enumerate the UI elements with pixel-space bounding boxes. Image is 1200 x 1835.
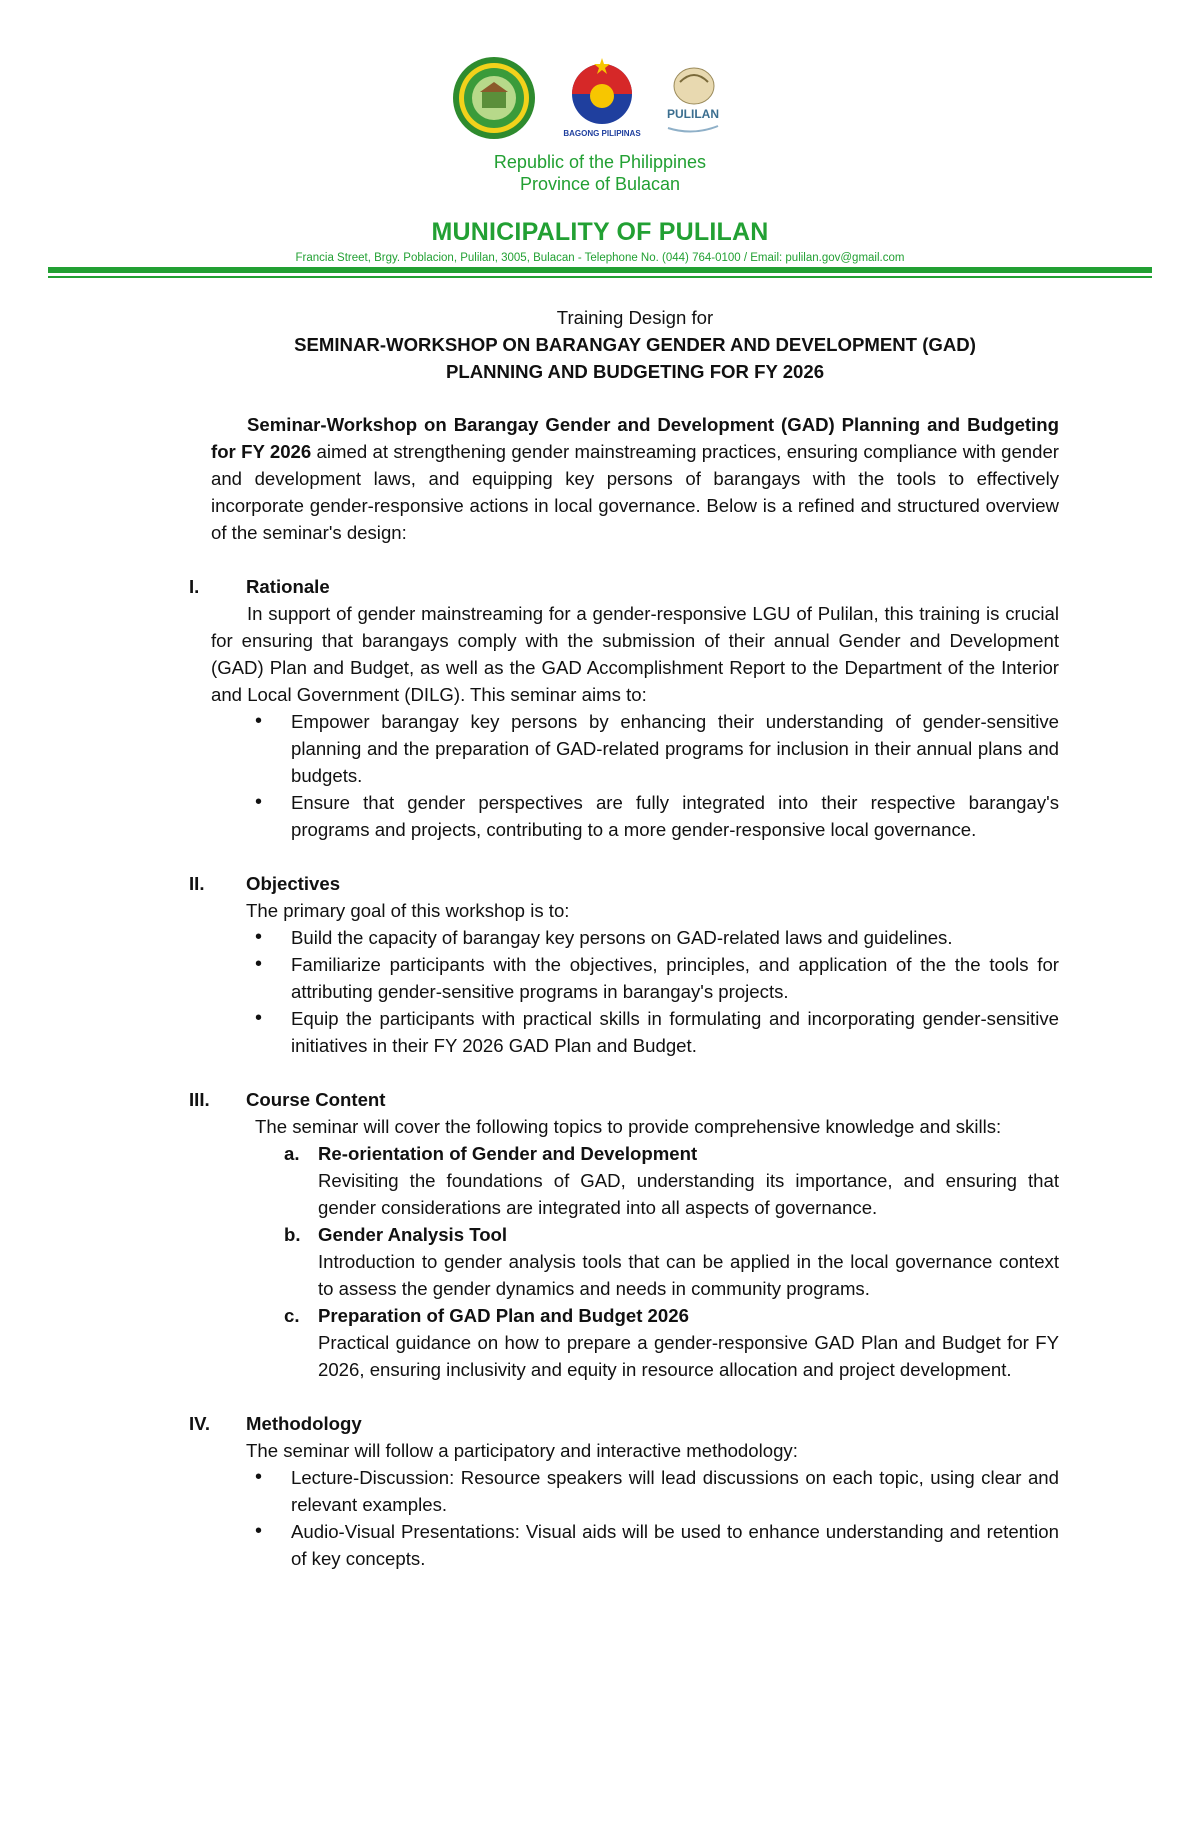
list-item: • Build the capacity of barangay key persons on GAD-related laws and guidelines. — [291, 924, 1059, 951]
topic-label: a. — [284, 1143, 300, 1164]
section-objectives — [189, 870, 1059, 897]
intro-bold: Seminar-Workshop on Barangay Gender and Development (GAD) Planning and Budgeting for FY 2026 — [211, 414, 1059, 462]
methodology-bullets — [211, 1464, 1059, 1572]
title-line-3: PLANNING AND BUDGETING FOR FY 2026 — [445, 361, 825, 382]
topic-title: Preparation of GAD Plan and Budget 2026 — [318, 1305, 689, 1326]
topic-text: Practical guidance on how to prepare a gender-responsive GAD Plan and Budget for FY 2026, ensuring inclusivity and equity in resource allocation and project development. — [318, 1332, 1059, 1380]
list-item: • Empower barangay key persons by enhancing their understanding of gender-sensitive planning and the preparation of GAD-related programs for inclusion in their annual plans and budgets. — [291, 708, 1059, 789]
rationale-body: In support of gender mainstreaming for a gender-responsive LGU of Pulilan, this training is crucial for ensuring that barangays comply with the submission of their annual Gender and Development (GAD) Plan and Budget, as well as the GAD Accomplishment Report to the Department of the Interior and Local Government (DILG). This seminar aims to: — [211, 603, 1059, 705]
list-item: • Familiarize participants with the objectives, principles, and application of the the tools for attributing gender-sensitive programs in barangay's projects. — [291, 951, 1059, 1005]
topic-text: Revisiting the foundations of GAD, understanding its importance, and ensuring that gender considerations are integrated into all aspects of governance. — [318, 1170, 1059, 1218]
topic-title: Gender Analysis Tool — [318, 1224, 508, 1245]
topic-label: c. — [284, 1305, 300, 1326]
intro-paragraph — [211, 411, 1059, 546]
document-title — [211, 304, 1059, 385]
objectives-body: The primary goal of this workshop is to: — [246, 900, 570, 921]
list-item: • Equip the participants with practical skills in formulating and incorporating gender-sensitive initiatives in their FY 2026 GAD Plan and Budget. — [291, 1005, 1059, 1059]
province-line: Province of Bulacan — [519, 174, 681, 194]
topic-item — [284, 1221, 1059, 1302]
logo-row — [0, 56, 1200, 146]
section-number: III. — [189, 1089, 210, 1110]
section-title: Methodology — [246, 1413, 362, 1434]
address-line: Francia Street, Brgy. Poblacion, Pulilan, 3005, Bulacan - Telephone No. (044) 764-0100 / Email: pulilan.gov@gmail.com — [295, 252, 905, 264]
section-course-content — [189, 1086, 1059, 1113]
pulilan-logo — [660, 62, 726, 138]
course-content-body: The seminar will cover the following topics to provide comprehensive knowledge and skills: — [255, 1116, 1002, 1137]
title-line-1: Training Design for — [556, 307, 714, 328]
topic-label: b. — [284, 1224, 301, 1245]
topic-item — [284, 1140, 1059, 1221]
topic-text: Introduction to gender analysis tools that can be applied in the local governance context to assess the gender dynamics and needs in community programs. — [318, 1251, 1059, 1299]
bagong-pilipinas-text: BAGONG PILIPINAS — [563, 129, 641, 138]
bagong-pilipinas-logo — [558, 56, 646, 140]
pulilan-logo-text: PULILAN — [667, 107, 719, 121]
methodology-body: The seminar will follow a participatory and interactive methodology: — [246, 1440, 798, 1461]
course-topics — [211, 1140, 1059, 1383]
list-item: • Lecture-Discussion: Resource speakers will lead discussions on each topic, using clear and relevant examples. — [291, 1464, 1059, 1518]
topic-item — [284, 1302, 1059, 1383]
list-item: • Audio-Visual Presentations: Visual aids will be used to enhance understanding and retention of key concepts. — [291, 1518, 1059, 1572]
section-number: I. — [189, 576, 200, 597]
intro-rest: aimed at strengthening gender mainstreaming practices, ensuring compliance with gender and development laws, and equipping key persons of barangays with the tools to effectively incorporate gender-responsive actions in local governance. Below is a refined and structured overview of the seminar's design: — [211, 441, 1059, 543]
title-line-2: SEMINAR-WORKSHOP ON BARANGAY GENDER AND DEVELOPMENT (GAD) — [294, 334, 976, 355]
document-body — [189, 411, 1059, 1572]
section-title: Objectives — [246, 873, 341, 894]
municipality-title: MUNICIPALITY OF PULILAN — [431, 218, 769, 246]
section-methodology — [189, 1410, 1059, 1437]
header-divider-thick — [48, 267, 1152, 273]
section-rationale — [189, 573, 1059, 600]
section-number: IV. — [189, 1413, 211, 1434]
section-title: Course Content — [246, 1089, 386, 1110]
municipal-seal-logo — [452, 56, 536, 140]
list-item: • Ensure that gender perspectives are fully integrated into their respective barangay's programs and projects, contributing to a more gender-responsive local governance. — [291, 789, 1059, 843]
objectives-bullets — [211, 924, 1059, 1059]
section-title: Rationale — [246, 576, 330, 597]
rationale-bullets — [211, 708, 1059, 843]
header-divider-thin — [48, 276, 1152, 278]
section-number: II. — [189, 873, 205, 894]
topic-title: Re-orientation of Gender and Development — [318, 1143, 698, 1164]
republic-line: Republic of the Philippines — [493, 152, 707, 172]
